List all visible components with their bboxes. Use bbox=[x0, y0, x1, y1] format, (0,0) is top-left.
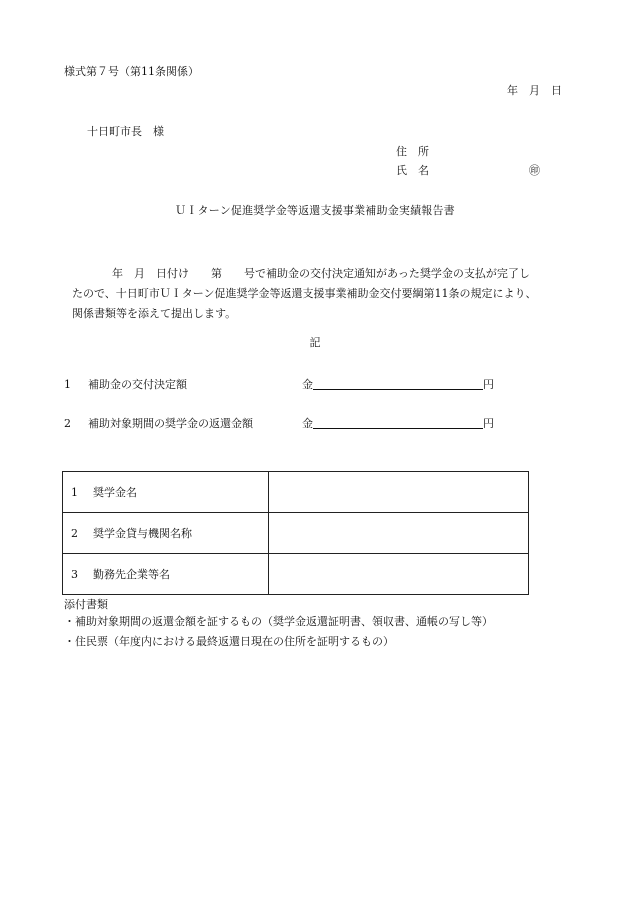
body-line-1: 年 月 日付け 第 号で補助金の交付決定通知があった奨学金の支払が完了し bbox=[112, 267, 530, 280]
ki-heading: 記 bbox=[309, 336, 321, 349]
body-line-2: たので、十日町市ＵＩターン促進奨学金等返還支援事業補助金交付要綱第11条の規定により、 bbox=[72, 287, 537, 300]
attachment-item: ・住民票（年度内における最終返還日現在の住所を証明するもの） bbox=[64, 635, 394, 648]
amount-suffix: 円 bbox=[483, 378, 494, 391]
body-line-3: 関係書類等を添えて提出します。 bbox=[72, 307, 237, 320]
seal-mark: ㊞ bbox=[529, 164, 540, 177]
attachment-item: ・補助対象期間の返還金額を証するもの（奨学金返還証明書、領収書、通帳の写し等） bbox=[64, 615, 493, 628]
amount-prefix: 金 bbox=[302, 378, 313, 391]
document-title: ＵＩターン促進奨学金等返還支援事業補助金実績報告書 bbox=[175, 204, 455, 217]
amount-prefix: 金 bbox=[302, 417, 313, 430]
address-label: 住 所 bbox=[396, 145, 429, 158]
amount-blank-line[interactable] bbox=[313, 416, 483, 429]
table-row bbox=[63, 472, 529, 513]
table-row-label-cell bbox=[63, 554, 269, 595]
attachments-heading: 添付書類 bbox=[64, 598, 108, 611]
table-row bbox=[63, 554, 529, 595]
table-row-value-cell[interactable] bbox=[269, 554, 529, 595]
table-row-label: 奨学金貸与機関名称 bbox=[93, 526, 192, 540]
table-row-label: 勤務先企業等名 bbox=[93, 567, 170, 581]
table-row-value-cell[interactable] bbox=[269, 472, 529, 513]
table-row-number: 3 bbox=[71, 567, 78, 581]
table-row-value-cell[interactable] bbox=[269, 513, 529, 554]
amount-row-label: 補助対象期間の奨学金の返還金額 bbox=[88, 417, 253, 430]
form-number: 様式第７号（第11条関係） bbox=[64, 65, 199, 78]
amount-row-number: 2 bbox=[64, 417, 71, 430]
amount-row-number: 1 bbox=[64, 378, 71, 391]
date-field: 年 月 日 bbox=[507, 84, 562, 97]
info-table bbox=[62, 471, 529, 595]
amount-row-label: 補助金の交付決定額 bbox=[88, 378, 187, 391]
body-paragraph bbox=[72, 264, 592, 324]
table-row bbox=[63, 513, 529, 554]
addressee: 十日町市長 様 bbox=[87, 125, 164, 138]
table-row-number: 1 bbox=[71, 485, 78, 499]
amount-row bbox=[64, 416, 494, 429]
amount-blank-line[interactable] bbox=[313, 377, 483, 390]
name-label: 氏 名 bbox=[396, 164, 429, 177]
table-row-number: 2 bbox=[71, 526, 78, 540]
table-row-label-cell bbox=[63, 472, 269, 513]
amount-row bbox=[64, 377, 494, 390]
table-row-label: 奨学金名 bbox=[93, 485, 137, 499]
amount-suffix: 円 bbox=[483, 417, 494, 430]
table-row-label-cell bbox=[63, 513, 269, 554]
